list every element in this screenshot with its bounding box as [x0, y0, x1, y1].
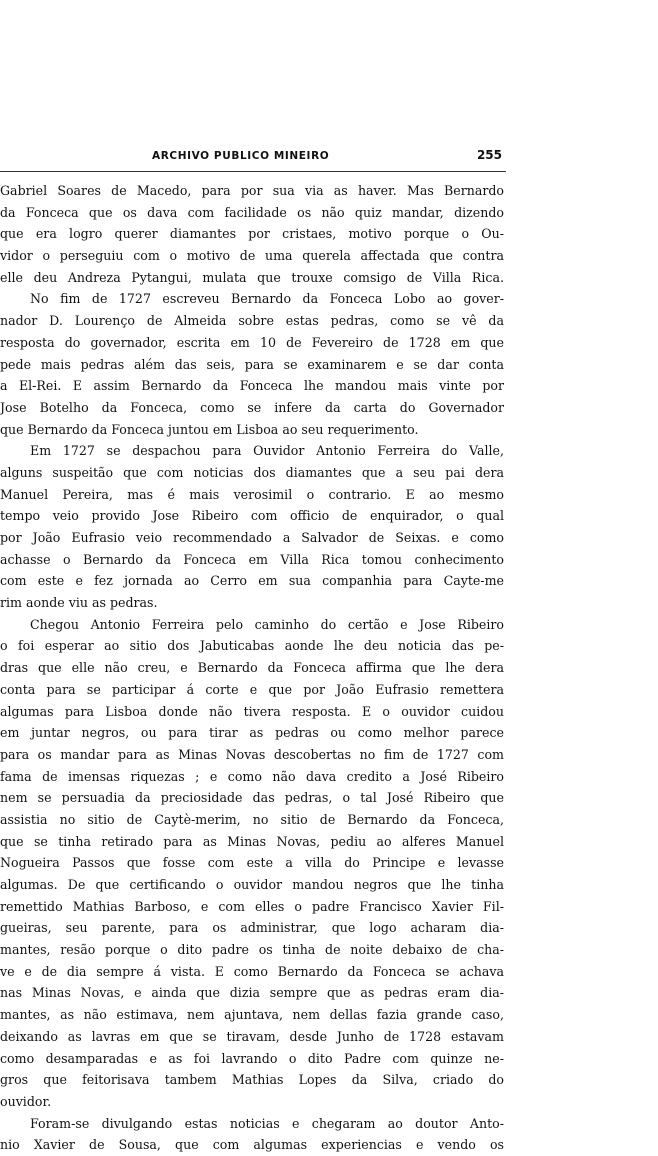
text-line: conta para se participar á corte e que por João Eufrasio remettera	[0, 681, 504, 697]
text-line: Manuel Pereira, mas é mais verosimil o contrario. E ao mesmo	[0, 486, 504, 502]
text-line: tempo veio provido Jose Ribeiro com officio de enquirador, o qual	[0, 508, 504, 524]
text-line: nas Minas Novas, e ainda que dizia sempre que as pedras eram dia-	[0, 985, 504, 1001]
text-line: pede mais pedras além das seis, para se examinarem e se dar conta	[0, 356, 504, 372]
text-line: que Bernardo da Fonceca juntou em Lisboa ao seu requerimento.	[0, 421, 419, 437]
text-line: rim aonde viu as pedras.	[0, 595, 158, 611]
header-rule	[0, 171, 506, 172]
text-line: vidor o perseguiu com o motivo de uma querela affectada que contra	[0, 248, 504, 264]
text-line: dras que elle não creu, e Bernardo da Fonceca affirma que lhe dera	[0, 660, 504, 676]
text-line: No fim de 1727 escreveu Bernardo da Fonceca Lobo ao gover-	[30, 291, 504, 307]
text-line: nem se persuadia da preciosidade das pedras, o tal José Ribeiro que	[0, 790, 504, 806]
text-line: com este e fez jornada ao Cerro em sua companhia para Cayte-me	[0, 573, 504, 589]
page-number: 255	[476, 148, 502, 162]
text-line: remettido Mathias Barboso, e com elles o padre Francisco Xavier Fil-	[0, 898, 504, 914]
text-line: por João Eufrasio veio recommendado a Salvador de Seixas. e como	[0, 530, 504, 545]
text-line: para os mandar para as Minas Novas descobertas no fim de 1727 com	[0, 746, 504, 762]
text-line: algumas. De que certificando o ouvidor mandou negros que lhe tinha	[0, 877, 504, 892]
text-line: Jose Botelho da Fonceca, como se infere da carta do Governador	[0, 399, 504, 415]
text-line: mantes, as não estimava, nem ajuntava, nem dellas fazia grande caso,	[0, 1007, 504, 1023]
text-line: Chegou Antonio Ferreira pelo caminho do certão e Jose Ribeiro	[30, 616, 504, 632]
text-line: deixando as lavras em que se tiravam, desde Junho de 1728 estavam	[0, 1028, 504, 1044]
text-line: Em 1727 se despachou para Ouvidor Antonio Ferreira do Valle,	[30, 443, 504, 459]
text-line: como desamparadas e as foi lavrando o dito Padre com quinze ne-	[0, 1050, 504, 1066]
body-text	[0, 180, 504, 1156]
text-line: assistia no sitio de Caytè-merim, no sitio de Bernardo da Fonceca,	[0, 811, 504, 827]
text-line: mantes, resão porque o dito padre os tinha de noite debaixo de cha-	[0, 942, 504, 958]
text-line: ve e de dia sempre á vista. E como Bernardo da Fonceca se achava	[0, 963, 504, 979]
text-line: a El-Rei. E assim Bernardo da Fonceca lhe mandou mais vinte por	[0, 378, 504, 394]
text-line: gueiras, seu parente, para os administrar, que logo acharam dia-	[0, 920, 504, 936]
running-head	[0, 148, 506, 170]
text-line: da Fonceca que os dava com facilidade os não quiz mandar, dizendo	[0, 204, 504, 220]
text-line: ouvidor.	[0, 1093, 52, 1109]
text-line: algumas para Lisboa donde não tivera resposta. E o ouvidor cuidou	[0, 703, 504, 719]
text-line: que era logro querer diamantes por cristaes, motivo porque o Ou-	[0, 226, 504, 242]
text-line: Nogueira Passos que fosse com este a villa do Principe e levasse	[0, 855, 504, 871]
text-line: em juntar negros, ou para tirar as pedras ou como melhor parece	[0, 725, 504, 741]
text-line: resposta do governador, escrita em 10 de Fevereiro de 1728 em que	[0, 334, 504, 350]
text-line: Foram-se divulgando estas noticias e chegaram ao doutor Anto-	[30, 1115, 504, 1131]
text-line: achasse o Bernardo da Fonceca em Villa Rica tomou conhecimento	[0, 551, 504, 567]
text-line: que se tinha retirado para as Minas Novas, pediu ao alferes Manuel	[0, 833, 504, 849]
text-line: nio Xavier de Sousa, que com algumas experiencias e vendo os	[0, 1137, 504, 1153]
text-line: o foi esperar ao sitio dos Jabuticabas aonde lhe deu noticia das pe-	[0, 638, 504, 654]
running-title: ARCHIVO PUBLICO MINEIRO	[152, 150, 330, 162]
text-line: nador D. Lourenço de Almeida sobre estas pedras, como se vê da	[0, 313, 504, 329]
text-line: fama de imensas riquezas ; e como não dava credito a José Ribeiro	[0, 768, 504, 784]
text-line: alguns suspeitão que com noticias dos diamantes que a seu pai dera	[0, 464, 504, 480]
text-line: gros que feitorisava tambem Mathias Lopes da Silva, criado do	[0, 1072, 504, 1088]
text-line: Gabriel Soares de Macedo, para por sua via as haver. Mas Bernardo	[0, 183, 504, 198]
text-line: elle deu Andreza Pytangui, mulata que trouxe comsigo de Villa Rica.	[0, 269, 504, 285]
